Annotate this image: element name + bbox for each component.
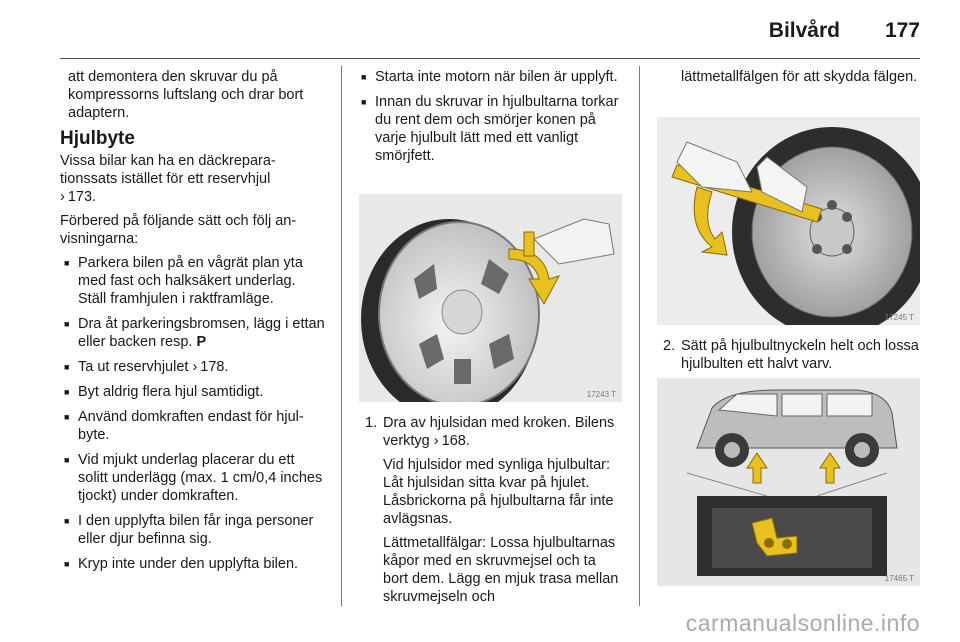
figure-label: 17243 T: [586, 390, 616, 399]
step-note-alloy: Lättmetallfälgar: Lossa hjulbultarnas kåpor med en skruvmejsel och ta bort dem. Lägg en mjuk trasa mellan skruvmejseln och: [383, 535, 619, 605]
page-number: 177: [884, 19, 920, 42]
step-2: [655, 337, 920, 373]
bullet-list: [60, 254, 325, 573]
section-title: Bilvård: [768, 19, 840, 42]
page-ref[interactable]: 173.: [67, 189, 97, 205]
column-divider-1: [341, 66, 342, 606]
list-item: ■ Ta ut reservhjulet › 178.: [60, 358, 325, 376]
paragraph-repair-kit: Vissa bilar kan ha en däckreparationssats istället för ett reservhjul › 173.: [60, 153, 276, 205]
step-text: Sätt på hjulbultnyckeln helt och lossa hjulbulten ett halvt varv.: [681, 338, 919, 372]
column-3: [655, 68, 920, 92]
column-divider-2: [639, 66, 640, 606]
arrow-right-icon: ›: [433, 433, 439, 449]
hubcap-illustration: [359, 194, 622, 402]
column-2-steps: [357, 414, 623, 612]
arrow-right-icon: ›: [60, 189, 65, 205]
step-text: Dra av hjulsidan med kroken. Bilens verktyg › 168.: [383, 415, 615, 449]
column-2: [357, 68, 623, 172]
step-note-bolts: Vid hjulsidor med synliga hjulbultar: Låt hjulsidan sitta kvar på hjulet. Låsbrickorna på hjulbultarna får inte avlägsnas.: [383, 457, 614, 527]
list-item: ■ Starta inte motorn när bilen är upplyft.: [357, 68, 623, 86]
list-item: ■ I den upplyfta bilen får inga personer eller djur befinna sig.: [60, 512, 325, 548]
list-item: ■ Byt aldrig flera hjul samtidigt.: [60, 383, 325, 401]
figure-label: 17245 T: [884, 313, 914, 322]
list-item: ■ Använd domkraften endast för hjulbyte.: [60, 408, 325, 444]
figure-wheel-wrench: [657, 117, 920, 325]
list-item: ■ Vid mjukt underlag placerar du ett solitt underlägg (max. 1 cm/0,4 inches tjockt) under domkraften.: [60, 451, 325, 505]
column-3-steps: [655, 337, 920, 379]
list-item: ■ Parkera bilen på en vågrät plan yta med fast och halksäkert underlag. Ställ framhjulen i raktframläge.: [60, 254, 325, 308]
list-item: ■ Innan du skruvar in hjulbultarna torkar du rent dem och smörjer konen på varje hjulbult lätt med ett vanligt smörjfett.: [357, 93, 623, 165]
page-ref[interactable]: 178.: [200, 359, 229, 375]
header-divider: [60, 58, 920, 59]
page-ref[interactable]: 168.: [441, 433, 470, 449]
list-item: ■ Dra åt parkeringsbromsen, lägg i ettan eller backen resp. P: [60, 315, 325, 351]
figure-jack-points: [657, 378, 920, 586]
jack-points-illustration: [657, 378, 920, 586]
wheel-wrench-illustration: [657, 117, 920, 325]
step-number: 1.: [365, 415, 378, 431]
intro-text: att demontera den skruvar du på kompressorns luftslang och drar bort adaptern.: [68, 69, 304, 121]
bullet-list: [357, 68, 623, 165]
step-number: 2.: [663, 338, 676, 354]
watermark: carmanualsonline.info: [685, 610, 920, 636]
arrow-right-icon: ›: [192, 359, 198, 375]
figure-hubcap-removal: [359, 194, 622, 402]
figure-label: 17465 T: [884, 574, 914, 583]
paragraph-prepare: Förbered på följande sätt och följ anvisningarna:: [60, 213, 297, 247]
list-item: ■ Kryp inte under den upplyfta bilen.: [60, 555, 325, 573]
continued-text: lättmetallfälgen för att skydda fälgen.: [681, 69, 918, 85]
step-1: [357, 414, 623, 606]
heading-wheel-change: Hjulbyte: [60, 128, 135, 149]
column-1: [60, 68, 325, 580]
